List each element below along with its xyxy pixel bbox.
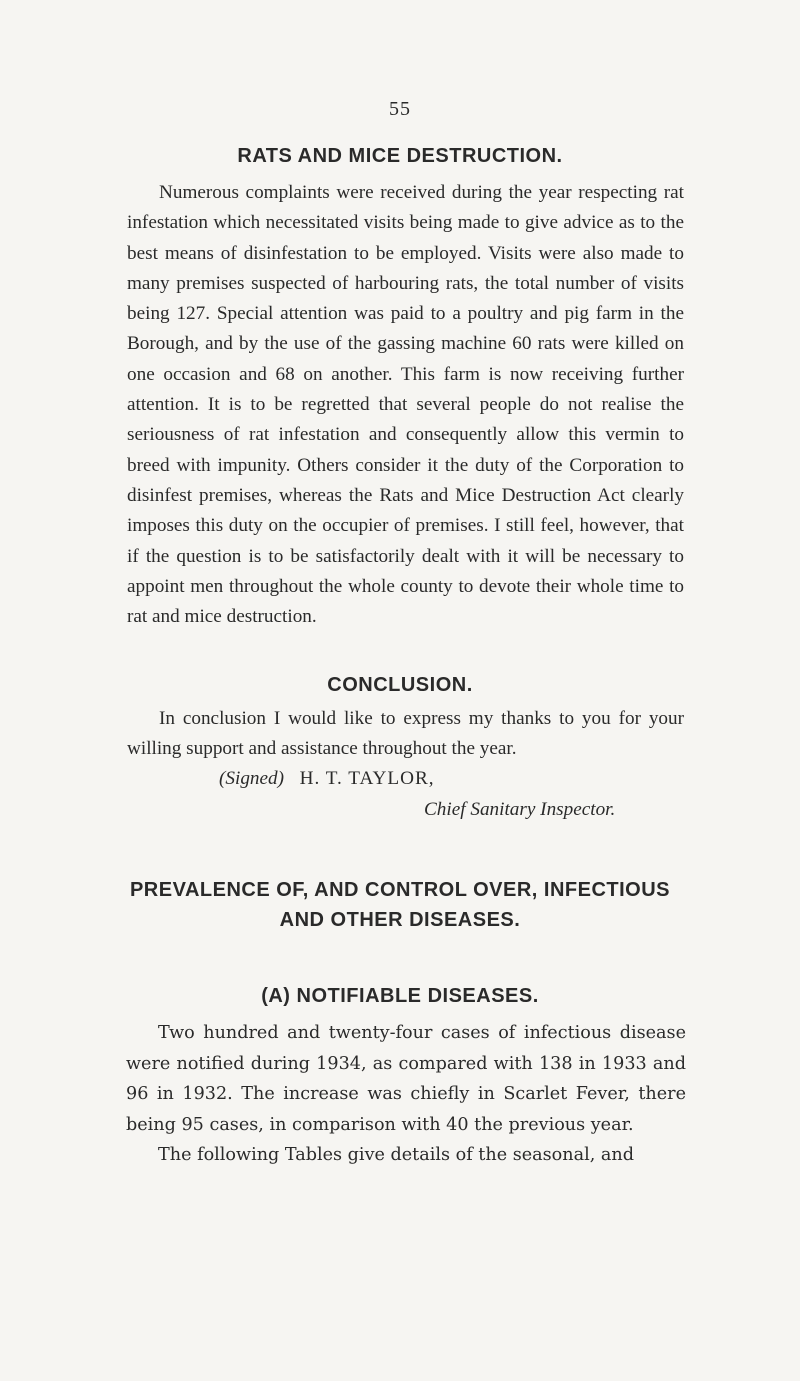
page-number: 55 xyxy=(389,98,411,120)
paragraph-conclusion: In conclusion I would like to express my thanks to you for your willing support and assistance throughout the year. xyxy=(127,708,684,760)
section-heading-prevalence-line2: AND OTHER DISEASES. xyxy=(279,909,521,931)
subheading-notifiable-diseases: (A) NOTIFIABLE DISEASES. xyxy=(261,985,539,1007)
paragraph-rats: Numerous complaints were received during the year respecting rat infestation which necessitated visits being made to give advice as to the best means of disinfestation to be employed. Visits were also made to many premises suspected of harbouring rats, the total number of visits being 127. Special attention was paid to a poultry and pig farm in the Borough, and by the use of the gassing machine 60 rats were killed on one occasion and 68 on another. This farm is now receiving further attention. It is to be regretted that several people do not realise the seriousness of rat infestation and consequently allow this vermin to breed with impunity. Others consider it the duty of the Corporation to disinfest premises, whereas the Rats and Mice Destruction Act clearly imposes this duty on the occupier of premises. I still feel, however, that if the question is to be satisfactorily dealt with it will be necessary to appoint men throughout the whole county to devote their whole time to rat and mice destruction. xyxy=(127,182,684,628)
signatory-title: Chief Sanitary Inspector. xyxy=(424,799,616,820)
paragraph-notifiable-diseases: Two hundred and twenty-four cases of infectious disease were notified during 1934, as compared with 138 in 1933 and 96 in 1932. The increase was chiefly in Scarlet Fever, there being 95 cases, in comparison with 40 the previous year. xyxy=(126,1023,686,1135)
section-heading-conclusion: CONCLUSION. xyxy=(327,674,473,696)
signed-label: (Signed) xyxy=(219,768,285,789)
section-heading-rats: RATS AND MICE DESTRUCTION. xyxy=(237,145,563,167)
signatory-name: H. T. TAYLOR, xyxy=(299,768,435,789)
signature-line xyxy=(219,768,435,790)
section-heading-prevalence-line1: PREVALENCE OF, AND CONTROL OVER, INFECTIOUS xyxy=(129,879,671,901)
paragraph-tables-intro: The following Tables give details of the seasonal, and xyxy=(158,1145,634,1165)
